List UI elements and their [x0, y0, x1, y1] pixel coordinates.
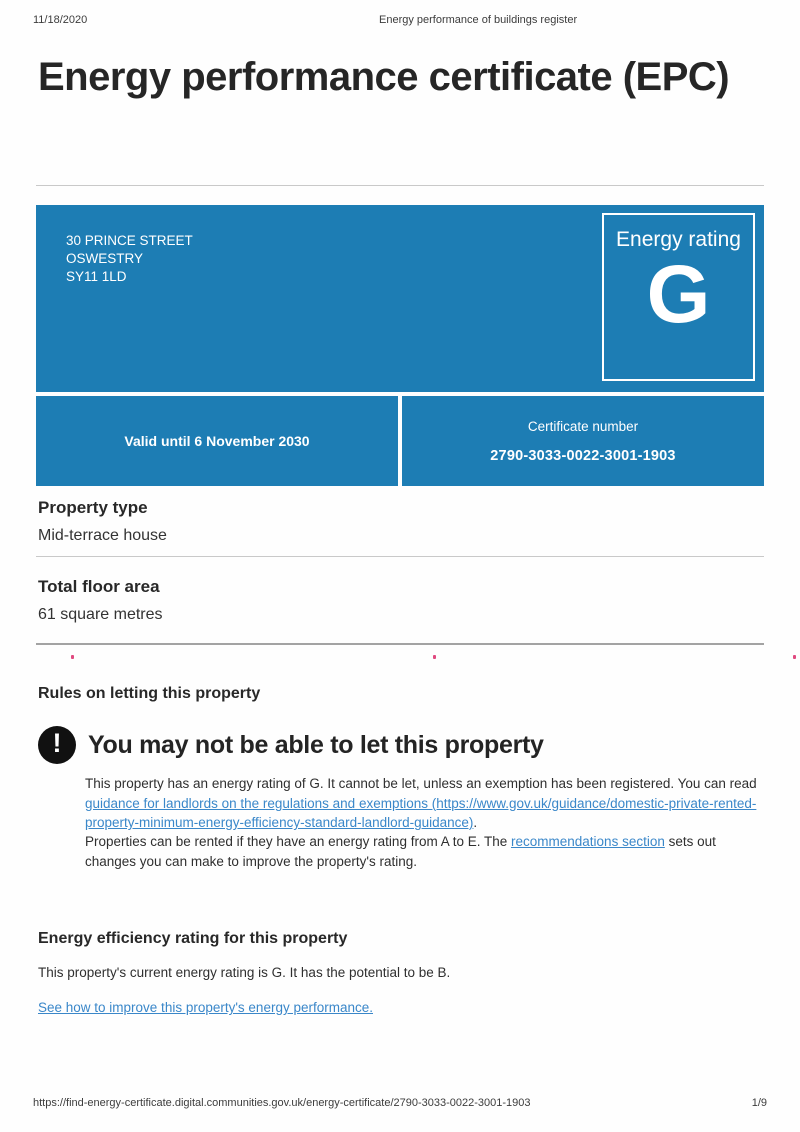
letting-rules-heading: Rules on letting this property: [38, 685, 261, 702]
paragraph-text: This property has an energy rating of G. It cannot be let, unless an exemption has been registered. You can read: [85, 776, 757, 791]
energy-rating-label: Energy rating: [616, 228, 741, 251]
summary-banner: [36, 205, 764, 392]
recommendations-section-link[interactable]: recommendations section: [511, 834, 665, 849]
print-footer: [33, 1097, 767, 1111]
floor-area-label: Total floor area: [38, 577, 160, 596]
scan-speck: [71, 655, 74, 659]
valid-until-text: Valid until 6 November 2030: [124, 433, 310, 449]
paragraph-text: sets out changes you can make to improve the property's rating.: [85, 834, 716, 869]
letting-paragraph-2: [85, 832, 767, 871]
address-line-1: 30 PRINCE STREET: [66, 233, 193, 248]
certificate-number-value: 2790-3033-0022-3001-1903: [490, 447, 676, 464]
efficiency-summary: This property's current energy rating is G. It has the potential to be B.: [38, 965, 451, 980]
landlord-guidance-link[interactable]: guidance for landlords on the regulations and exemptions (https://www.gov.uk/guidance/domestic-private-rented-property-minimum-energy-efficiency-standard-landlord-guidance): [85, 795, 757, 831]
paragraph-text: .: [473, 815, 478, 831]
print-date: 11/18/2020: [33, 14, 88, 26]
paragraph-text: Properties can be rented if they have an energy rating from A to E. The: [85, 834, 512, 849]
floor-area-value: 61 square metres: [38, 606, 163, 623]
certificate-number-cell: [402, 396, 764, 486]
letting-paragraph-1: [85, 774, 767, 833]
warning-heading: You may not be able to let this property: [88, 731, 544, 759]
address-line-2: OSWESTRY: [66, 250, 144, 266]
print-header: [33, 14, 767, 28]
improve-performance-link[interactable]: See how to improve this property's energy performance.: [38, 1000, 373, 1015]
warning-exclamation-icon: [38, 726, 76, 764]
address-line-3: SY11 1LD: [66, 268, 127, 284]
scan-speck: [793, 655, 796, 659]
page-number: 1/9: [751, 1097, 767, 1109]
divider: [36, 643, 764, 645]
divider: [36, 556, 764, 557]
divider: [36, 185, 764, 186]
exclamation-glyph: !: [52, 728, 62, 758]
footer-url: https://find-energy-certificate.digital.communities.gov.uk/energy-certificate/2790-3033-0022-3001-1903: [33, 1097, 531, 1109]
property-type-label: Property type: [38, 498, 148, 517]
energy-rating-box: [602, 213, 755, 381]
efficiency-rating-heading: Energy efficiency rating for this property: [38, 930, 348, 947]
certificate-number-label: Certificate number: [527, 418, 639, 434]
scan-speck: [433, 655, 436, 659]
property-address: [66, 232, 193, 285]
register-title: Energy performance of buildings register: [379, 14, 578, 26]
property-type-value: Mid-terrace house: [38, 527, 167, 544]
validity-cell: [36, 396, 398, 486]
energy-rating-value: G: [646, 249, 711, 340]
page-title: Energy performance certificate (EPC): [38, 55, 730, 99]
